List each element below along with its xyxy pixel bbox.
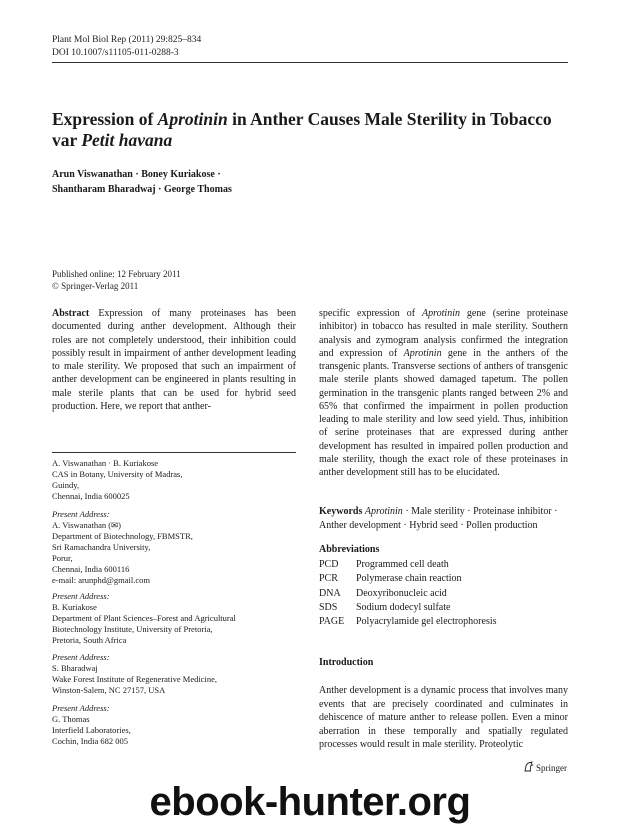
abbreviation-row xyxy=(319,615,497,629)
abstract-right-column xyxy=(319,307,568,479)
affiliation-line: Winston-Salem, NC 27157, USA xyxy=(52,685,166,695)
published-date: Published online: 12 February 2011 xyxy=(52,269,181,279)
title-italic-aprotinin: Aprotinin xyxy=(157,109,228,129)
abstract-text-left: Expression of many proteinases has been documented during anther development. Although their roles are not completely understood, their inhibition could possibly result in impairment of anther development leading to male sterility. We proposed that such an impairment of anther development can be engineered in plants resulting in male sterile plants that can be used for hybrid seed production. Here, we report that anther- xyxy=(52,308,296,412)
abbreviation: PCR xyxy=(319,573,338,585)
affiliation-line: Wake Forest Institute of Regenerative Medicine, xyxy=(52,674,218,684)
keywords xyxy=(319,505,568,533)
title-part-1: Expression of xyxy=(52,109,158,129)
publication-info xyxy=(52,269,181,292)
affiliation-line: Guindy, xyxy=(52,480,80,490)
header-rule xyxy=(52,62,568,63)
footnote-rule xyxy=(52,452,296,453)
keyword-aprotinin: Aprotinin xyxy=(364,506,403,517)
affiliation-line: Pretoria, South Africa xyxy=(52,635,127,645)
copyright: © Springer-Verlag 2011 xyxy=(52,280,139,291)
affiliation-line: Department of Plant Sciences–Forest and Agricultural xyxy=(52,613,236,623)
author-list xyxy=(52,167,232,197)
affiliation-line: Chennai, India 600025 xyxy=(52,491,130,501)
abstract-text-right-2: gene (serine proteinase inhibitor) in tobacco has resulted in male sterility. Southern analysis and zymogram analysis confirmed the integration and expression of xyxy=(319,308,568,359)
present-address-label: Present Address: xyxy=(52,591,110,601)
abstract-text-right-3: gene in the anthers of the transgenic plants. Transverse sections of anthers of transgenic male sterile plants showed damaged tapetum. The pollen germination in the transgenic plants ranged between 2% and 65% that confirmed the impairment in pollen production leading to male sterility and low seed yield. Thus, inhibition of serine proteinases that are expressed during anther development has resulted in impaired pollen production and male sterility, though the exact role of these proteinases in anther development still has to be elucidated. xyxy=(319,347,568,478)
present-address-label: Present Address: xyxy=(52,509,110,519)
watermark: ebook-hunter.org xyxy=(149,780,471,824)
abbreviations-table xyxy=(319,558,497,629)
publisher-logo xyxy=(523,761,567,774)
abbreviation-definition: Polyacrylamide gel electrophoresis xyxy=(356,616,497,628)
affiliation-thomas xyxy=(52,703,302,747)
email: e-mail: arunphd@gmail.com xyxy=(52,575,150,585)
journal-citation: Plant Mol Biol Rep (2011) 29:825–834 xyxy=(52,35,202,45)
abstract-left-column xyxy=(52,307,296,413)
affiliation-name: A. Viswanathan (✉) xyxy=(52,520,122,530)
affiliation-line: Porur, xyxy=(52,553,73,563)
affiliation-line: Interfield Laboratories, xyxy=(52,725,131,735)
affiliation-line: Department of Biotechnology, FBMSTR, xyxy=(52,531,193,541)
affiliation-line: Sri Ramachandra University, xyxy=(52,542,151,552)
affiliation-viswanathan xyxy=(52,509,302,586)
abstract-italic-2: Aprotinin xyxy=(403,347,442,359)
title-italic-cultivar: Petit havana xyxy=(81,130,173,150)
present-address-label: Present Address: xyxy=(52,703,110,713)
affiliation-line: Cochin, India 682 005 xyxy=(52,736,129,746)
introduction-heading: Introduction xyxy=(319,657,374,668)
abstract-italic-1: Aprotinin xyxy=(422,308,460,319)
affiliation-name: G. Thomas xyxy=(52,714,90,724)
abstract-text-right-1: specific expression of xyxy=(319,308,423,319)
abbreviation-row xyxy=(319,587,497,601)
authors-line-1: Arun Viswanathan · Boney Kuriakose · xyxy=(52,169,221,180)
affiliation-names: A. Viswanathan · B. Kuriakose xyxy=(52,458,159,468)
affiliation-bharadwaj xyxy=(52,652,302,696)
journal-header xyxy=(52,34,201,59)
affiliation-line: Biotechnology Institute, University of Pretoria, xyxy=(52,624,213,634)
affiliation-kuriakose xyxy=(52,591,302,646)
abstract-label: Abstract xyxy=(52,308,90,319)
abbreviation: DNA xyxy=(319,587,341,599)
introduction-text: Anther development is a dynamic process that involves many events that are precisely coordinated and culminates in dehiscence of mature anther to release pollen. Even a minor aberration in these temporally and spatially regulated processes would result in male sterility. Proteolytic xyxy=(319,685,568,750)
keywords-label: Keywords xyxy=(319,506,363,517)
abbreviation: SDS xyxy=(319,601,338,613)
abbreviation-definition: Sodium dodecyl sulfate xyxy=(356,601,451,613)
article-title xyxy=(52,109,572,151)
present-address-label: Present Address: xyxy=(52,652,110,662)
abbreviation-definition: Deoxyribonucleic acid xyxy=(356,587,447,599)
springer-horse-icon xyxy=(523,761,534,774)
authors-line-2: Shantharam Bharadwaj · George Thomas xyxy=(52,184,232,195)
abbreviation: PCD xyxy=(319,559,339,570)
affiliation-primary xyxy=(52,458,302,502)
abbreviation: PAGE xyxy=(319,616,345,628)
abbreviations-heading: Abbreviations xyxy=(319,544,380,555)
keywords-list: · Male sterility · Proteinase inhibitor · Anther development · Hybrid seed · Pollen production xyxy=(319,506,558,531)
abbreviation-row xyxy=(319,601,497,615)
abbreviation-definition: Polymerase chain reaction xyxy=(356,573,462,585)
affiliation-name: B. Kuriakose xyxy=(52,602,97,612)
affiliation-line: CAS in Botany, University of Madras, xyxy=(52,469,183,479)
publisher-name: Springer xyxy=(536,762,567,773)
title-part-2: in Anther Causes Male Sterility in Tobacco var xyxy=(52,109,552,150)
affiliation-name: S. Bharadwaj xyxy=(52,663,98,673)
doi: DOI 10.1007/s11105-011-0288-3 xyxy=(52,47,179,58)
abbreviation-row xyxy=(319,558,497,572)
affiliation-line: Chennai, India 600116 xyxy=(52,564,130,574)
abbreviation-row xyxy=(319,572,497,586)
abbreviation-definition: Programmed cell death xyxy=(356,559,449,570)
